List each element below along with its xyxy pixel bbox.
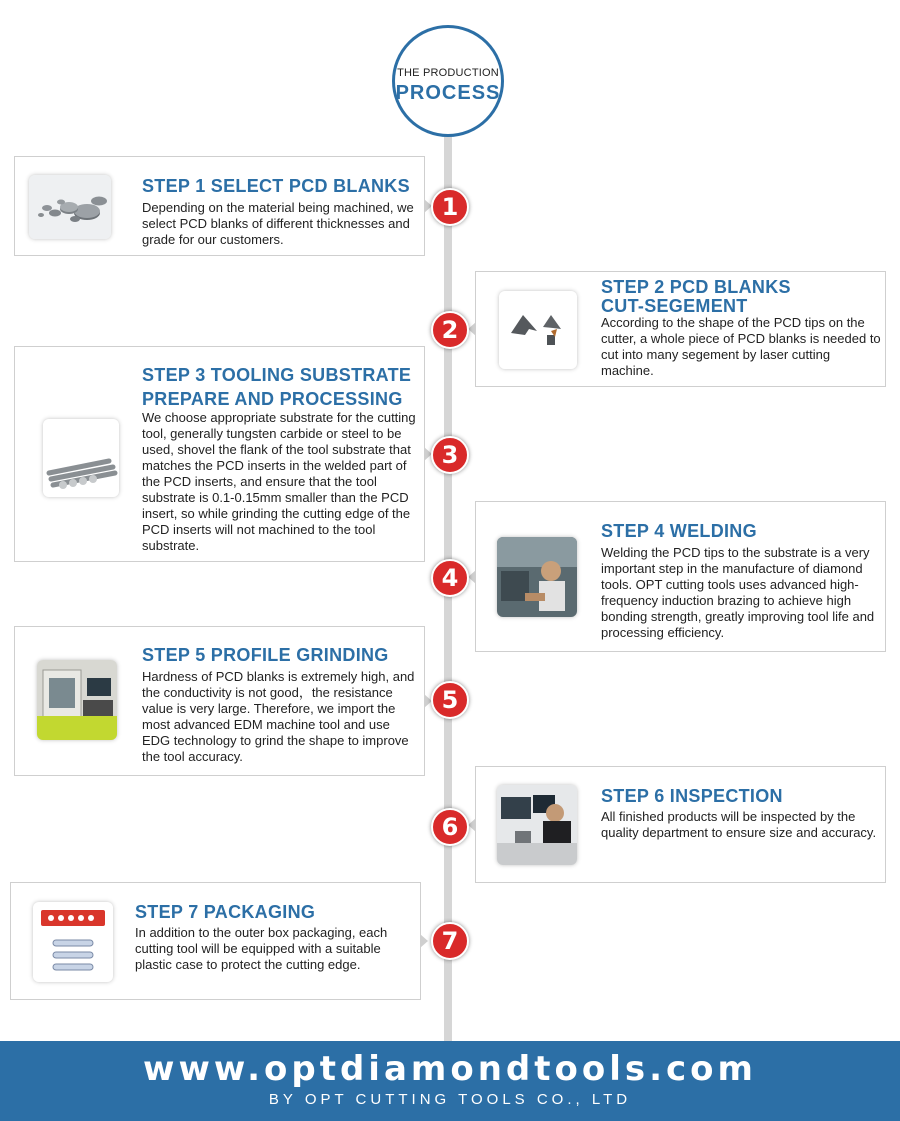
step-3-number-badge: 3 bbox=[431, 436, 469, 474]
step-6-card bbox=[475, 766, 886, 883]
step-6-number-badge: 6 bbox=[431, 808, 469, 846]
footer-banner bbox=[0, 1041, 900, 1121]
step-7-text: In addition to the outer box packaging, each cutting tool will be equipped with a suitable plastic case to protect the cutting edge. bbox=[135, 925, 388, 972]
step-2-card bbox=[475, 271, 886, 387]
inspection-photo bbox=[497, 785, 577, 865]
packaging-image bbox=[33, 902, 113, 982]
step-6-text: All finished products will be inspected by the quality department to ensure size and accuracy. bbox=[601, 809, 877, 840]
step-1-title: STEP 1 SELECT PCD BLANKS bbox=[142, 176, 410, 196]
step-4-text: Welding the PCD tips to the substrate is a very important step in the manufacture of diamond tools. OPT cutting tools uses advanced high-frequency induction brazing to achieve high bonding strength, greatly improving tool life and processing efficiency. bbox=[601, 545, 875, 640]
step-1-card bbox=[14, 156, 425, 256]
title-main-text: PROCESS bbox=[395, 82, 501, 104]
step-3-card bbox=[14, 346, 425, 562]
step-7-number-badge: 7 bbox=[431, 922, 469, 960]
step-5-title: STEP 5 PROFILE GRINDING bbox=[142, 645, 389, 665]
step-4-card bbox=[475, 501, 886, 652]
step-6-title: STEP 6 INSPECTION bbox=[601, 786, 783, 806]
step-3-text: We choose appropriate substrate for the cutting tool, generally tungsten carbide or steel to be used, shovel the flank of the tool substrate that matches the PCD inserts in the welded part of the PCD inserts, and ensure that the tool substrate is 0.1-0.15mm smaller than the PCD insert, so while grinding the cutting edge of the PCD inserts will not machined to the tool substrate. bbox=[142, 410, 416, 553]
step-1-number-badge: 1 bbox=[431, 188, 469, 226]
title-top-text: THE PRODUCTION bbox=[397, 67, 499, 79]
website-url[interactable]: www.optdiamondtools.com bbox=[143, 1049, 757, 1089]
step-2-number-badge: 2 bbox=[431, 311, 469, 349]
step-7-card bbox=[10, 882, 421, 1000]
pcd-blanks-image bbox=[29, 175, 111, 239]
welding-photo bbox=[497, 537, 577, 617]
step-4-title: STEP 4 WELDING bbox=[601, 521, 757, 541]
step-5-card bbox=[14, 626, 425, 776]
step-4-number-badge: 4 bbox=[431, 559, 469, 597]
step-5-text: Hardness of PCD blanks is extremely high, and the conductivity is not good，the resistance value is very large. Therefore, we import the most advanced EDM machine tool and use EDG technology to grind the shape to improve the tool accuracy. bbox=[142, 669, 415, 764]
title-badge bbox=[392, 25, 504, 137]
carbide-rods-image bbox=[43, 419, 119, 497]
company-name: BY OPT CUTTING TOOLS CO., LTD bbox=[268, 1091, 632, 1108]
step-1-text: Depending on the material being machined, we select PCD blanks of different thicknesses and grade for our customers. bbox=[142, 200, 414, 247]
pcd-segments-image bbox=[499, 291, 577, 369]
step-7-title: STEP 7 PACKAGING bbox=[135, 902, 316, 922]
step-5-number-badge: 5 bbox=[431, 681, 469, 719]
step-3-title: STEP 3 TOOLING SUBSTRATE PREPARE AND PROCESSING bbox=[142, 365, 412, 409]
step-2-title: STEP 2 PCD BLANKS CUT-SEGEMENT bbox=[601, 277, 791, 316]
step-2-text: According to the shape of the PCD tips on the cutter, a whole piece of PCD blanks is needed to cut into many segement by laser cutting machine. bbox=[601, 315, 881, 378]
edm-machine-photo bbox=[37, 660, 117, 740]
